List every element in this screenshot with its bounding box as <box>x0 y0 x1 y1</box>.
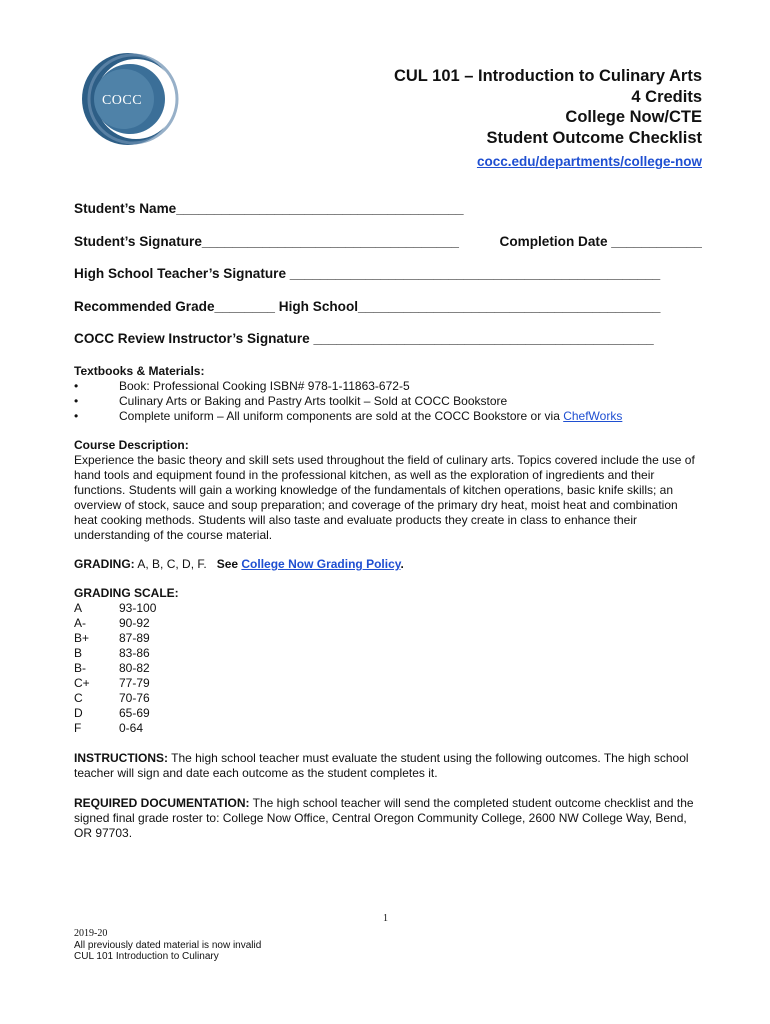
see-text: See <box>216 557 242 571</box>
grade-range: 77-79 <box>119 676 150 690</box>
page-footer <box>74 928 261 963</box>
grade-range: 0-64 <box>119 721 144 735</box>
list-item-text: Culinary Arts or Baking and Pastry Arts toolkit – Sold at COCC Bookstore <box>119 394 508 408</box>
cocc-logo <box>78 50 188 148</box>
grade-range: 80-82 <box>119 661 150 675</box>
uniform-text: Complete uniform – All uniform components are sold at the COCC Bookstore or via <box>119 409 564 423</box>
documentation-body: The high school teacher will send the completed student outcome checklist and the signed final grade roster to: College Now Office, Central Oregon Community College, 2600 NW College Way, Bend, OR 97703. <box>74 796 694 840</box>
documentation-section <box>74 796 699 841</box>
list-item <box>74 379 699 394</box>
course-title: CUL 101 – Introduction to Culinary Arts <box>393 67 702 85</box>
grade-letter: B- <box>74 661 86 675</box>
grade-letter: C+ <box>74 676 90 690</box>
grade-range: 83-86 <box>119 646 150 660</box>
grade-range: 70-76 <box>119 691 150 705</box>
grading-scale-section <box>74 586 699 736</box>
document-title: Student Outcome Checklist <box>486 128 702 147</box>
teacher-signature-field[interactable]: High School Teacher’s Signature _________________________________________________ <box>74 266 661 282</box>
grade-letter: A <box>74 601 83 615</box>
instructions-section <box>74 751 699 781</box>
signature-date-row <box>74 232 702 265</box>
textbooks-section <box>74 364 699 424</box>
grade-letter: A- <box>74 616 86 630</box>
page-number: 1 <box>383 913 388 924</box>
page-header <box>394 66 702 173</box>
footer-course: CUL 101 Introduction to Culinary <box>74 951 219 962</box>
textbooks-heading: Textbooks & Materials: <box>74 364 205 378</box>
grade-range: 90-92 <box>119 616 150 630</box>
description-body: Experience the basic theory and skill sets used throughout the field of culinary arts. Topics covered include the use of hand tools and equipment found in the professional kitchen, as well as the exploration of ingredients and their functions. Students will gain a working knowledge of the fundamentals of kitchen operations, basic knife skills; an overview of stock, sauce and soup preparation; and coverage of the primary dry heat, moist heat and combination heat cooking methods. Students will also taste and evaluate products they create in class to enhance their understanding of the course material. <box>74 453 695 542</box>
bullet: • <box>74 409 79 423</box>
chefworks-link[interactable]: ChefWorks <box>563 409 623 423</box>
grade-range: 65-69 <box>119 706 150 720</box>
logo-text: COCC <box>101 93 143 108</box>
instructions-body: The high school teacher must evaluate the student using the following outcomes. The high school teacher will sign and date each outcome as the student completes it. <box>74 751 689 780</box>
student-name-field[interactable]: Student’s Name______________________________________ <box>74 201 464 216</box>
grade-letter: D <box>74 706 83 720</box>
documentation-label: REQUIRED DOCUMENTATION: <box>74 796 250 810</box>
list-item <box>74 394 699 409</box>
footer-year: 2019-20 <box>74 928 108 939</box>
grading-scale-heading: GRADING SCALE: <box>74 586 179 600</box>
instructions-label: INSTRUCTIONS: <box>74 751 168 765</box>
grade-range: 87-89 <box>119 631 150 645</box>
grade-letter: B <box>74 646 83 660</box>
grading-values: A, B, C, D, F. <box>134 557 217 571</box>
list-item-text: Book: Professional Cooking ISBN# 978-1-11863-672-5 <box>119 379 410 393</box>
list-item-text <box>119 409 622 424</box>
grading-section <box>74 557 699 572</box>
grade-letter: B+ <box>74 631 90 645</box>
reviewer-signature-field[interactable]: COCC Review Instructor’s Signature _____________________________________________ <box>74 331 654 347</box>
college-now-link[interactable]: cocc.edu/departments/college-now <box>476 154 702 169</box>
grade-letter: F <box>74 721 82 735</box>
completion-date-field[interactable]: Completion Date ____________ <box>499 233 702 249</box>
footer-note: All previously dated material is now invalid <box>74 939 262 951</box>
grade-school-field[interactable]: Recommended Grade________ High School________________________________________ <box>74 298 661 314</box>
description-heading: Course Description: <box>74 438 189 452</box>
grading-label: GRADING: <box>74 557 135 571</box>
credits: 4 Credits <box>631 87 702 106</box>
grading-policy-link[interactable]: College Now Grading Policy <box>241 557 401 571</box>
bullet: • <box>74 379 79 393</box>
student-signature-field[interactable]: Student’s Signature__________________________________ <box>74 233 459 249</box>
signature-fields <box>74 199 702 362</box>
description-section <box>74 438 699 543</box>
list-item <box>74 409 699 424</box>
grade-range: 93-100 <box>119 601 157 615</box>
program: College Now/CTE <box>565 108 702 126</box>
bullet: • <box>74 394 79 408</box>
grade-letter: C <box>74 691 83 705</box>
grading-scale-table <box>74 601 699 736</box>
period: . <box>400 557 404 571</box>
